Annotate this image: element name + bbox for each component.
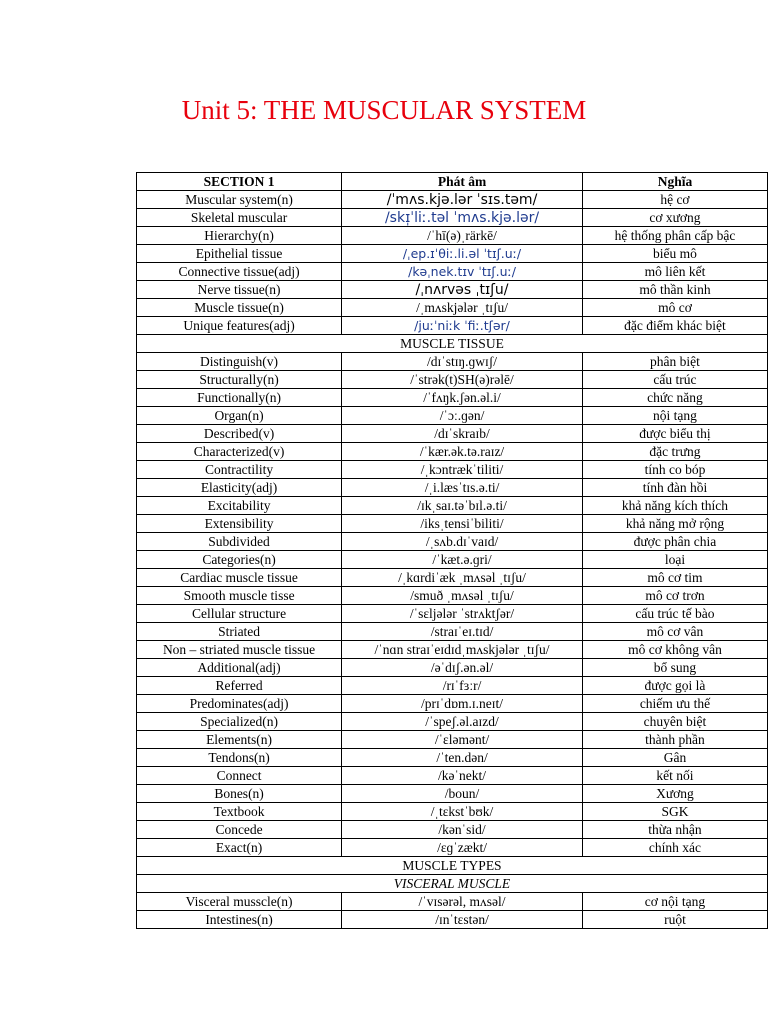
- table-row: [137, 479, 768, 497]
- table-row: [137, 677, 768, 695]
- pronunciation-cell: /ˌkɔntrækˈtiliti/: [342, 461, 583, 479]
- term-cell: Concede: [137, 821, 342, 839]
- pronunciation-cell: /ˈkæt.ə.ɡri/: [342, 551, 583, 569]
- table-row: [137, 425, 768, 443]
- meaning-cell: chức năng: [582, 389, 767, 407]
- meaning-cell: khả năng kích thích: [582, 497, 767, 515]
- term-cell: Intestines(n): [137, 911, 342, 929]
- table-row: [137, 461, 768, 479]
- table-row: [137, 731, 768, 749]
- meaning-cell: mô cơ tim: [582, 569, 767, 587]
- pronunciation-cell: /əˈdɪʃ.ən.əl/: [342, 659, 583, 677]
- term-cell: Elasticity(adj): [137, 479, 342, 497]
- meaning-cell: hệ thống phân cấp bậc: [582, 227, 767, 245]
- table-row: [137, 227, 768, 245]
- pronunciation-cell: /juːˈniːk ˈfiː.tʃər/: [342, 317, 583, 335]
- meaning-cell: mô thần kinh: [582, 281, 767, 299]
- term-cell: Contractility: [137, 461, 342, 479]
- table-row: [137, 749, 768, 767]
- table-row: [137, 839, 768, 857]
- table-row: [137, 209, 768, 227]
- meaning-cell: ruột: [582, 911, 767, 929]
- term-cell: Smooth muscle tisse: [137, 587, 342, 605]
- pronunciation-cell: /ˈfʌŋk.ʃən.əl.i/: [342, 389, 583, 407]
- table-row: [137, 821, 768, 839]
- table-header-row: [137, 173, 768, 191]
- pronunciation-cell: /ˈten.dən/: [342, 749, 583, 767]
- pronunciation-cell: /smuð ˌmʌsəl ˌtɪʃu/: [342, 587, 583, 605]
- meaning-cell: tính đàn hồi: [582, 479, 767, 497]
- meaning-cell: khả năng mở rộng: [582, 515, 767, 533]
- term-cell: Characterized(v): [137, 443, 342, 461]
- term-cell: Striated: [137, 623, 342, 641]
- page-title: Unit 5: THE MUSCULAR SYSTEM: [181, 95, 587, 125]
- meaning-cell: biểu mô: [582, 245, 767, 263]
- table-row: [137, 551, 768, 569]
- pronunciation-cell: /ˈmʌs.kjə.lər ˈsɪs.təm/: [342, 191, 583, 209]
- meaning-cell: SGK: [582, 803, 767, 821]
- term-cell: Textbook: [137, 803, 342, 821]
- meaning-cell: chiếm ưu thế: [582, 695, 767, 713]
- pronunciation-cell: /ɛɡˈzækt/: [342, 839, 583, 857]
- term-cell: Organ(n): [137, 407, 342, 425]
- table-body: [137, 191, 768, 929]
- pronunciation-cell: /ˈkær.ək.tə.raɪz/: [342, 443, 583, 461]
- term-cell: Bones(n): [137, 785, 342, 803]
- subsection-heading: VISCERAL MUSCLE: [137, 875, 768, 893]
- term-cell: Excitability: [137, 497, 342, 515]
- meaning-cell: Gân: [582, 749, 767, 767]
- term-cell: Exact(n): [137, 839, 342, 857]
- term-cell: Structurally(n): [137, 371, 342, 389]
- pronunciation-cell: /kəˌnek.tɪv ˈtɪʃ.uː/: [342, 263, 583, 281]
- pronunciation-cell: /ˈspeʃ.əl.aɪzd/: [342, 713, 583, 731]
- term-cell: Subdivided: [137, 533, 342, 551]
- meaning-cell: loại: [582, 551, 767, 569]
- table-row: [137, 893, 768, 911]
- table-row: [137, 767, 768, 785]
- meaning-cell: cấu trúc tế bào: [582, 605, 767, 623]
- pronunciation-cell: /prɪˈdɒm.ɪ.neɪt/: [342, 695, 583, 713]
- table-row: [137, 389, 768, 407]
- meaning-cell: được gọi là: [582, 677, 767, 695]
- meaning-cell: nội tạng: [582, 407, 767, 425]
- term-cell: Predominates(adj): [137, 695, 342, 713]
- table-row: [137, 533, 768, 551]
- header-pronunciation: Phát âm: [342, 173, 583, 191]
- meaning-cell: được biểu thị: [582, 425, 767, 443]
- table-row: [137, 803, 768, 821]
- term-cell: Muscular system(n): [137, 191, 342, 209]
- pronunciation-cell: /skɪ̩ˈliː.təl ˈmʌs.kjə.lər/: [342, 209, 583, 227]
- meaning-cell: bổ sung: [582, 659, 767, 677]
- term-cell: Non – striated muscle tissue: [137, 641, 342, 659]
- pronunciation-cell: /ˌmʌskjələr ˌtɪʃu/: [342, 299, 583, 317]
- table-row: [137, 587, 768, 605]
- pronunciation-cell: /kəˈnekt/: [342, 767, 583, 785]
- table-row: [137, 569, 768, 587]
- meaning-cell: đặc điểm khác biệt: [582, 317, 767, 335]
- table-row: [137, 911, 768, 929]
- meaning-cell: được phân chia: [582, 533, 767, 551]
- term-cell: Unique features(adj): [137, 317, 342, 335]
- section-heading: MUSCLE TISSUE: [137, 335, 768, 353]
- table-row: [137, 515, 768, 533]
- pronunciation-cell: /ˌtɛkstˈbʊk/: [342, 803, 583, 821]
- term-cell: Tendons(n): [137, 749, 342, 767]
- meaning-cell: cơ xương: [582, 209, 767, 227]
- term-cell: Cellular structure: [137, 605, 342, 623]
- table-row: [137, 317, 768, 335]
- pronunciation-cell: /ˌi.læsˈtɪs.ə.ti/: [342, 479, 583, 497]
- pronunciation-cell: /ˈsɛljələr ˈstrʌktʃər/: [342, 605, 583, 623]
- table-row: [137, 371, 768, 389]
- meaning-cell: Xương: [582, 785, 767, 803]
- pronunciation-cell: /ˈhī(ə)ˌrärkē/: [342, 227, 583, 245]
- table-row: [137, 443, 768, 461]
- term-cell: Described(v): [137, 425, 342, 443]
- term-cell: Epithelial tissue: [137, 245, 342, 263]
- table-row: [137, 353, 768, 371]
- pronunciation-cell: /iksˌtensiˈbiliti/: [342, 515, 583, 533]
- term-cell: Muscle tissue(n): [137, 299, 342, 317]
- subsection-heading-row: [137, 875, 768, 893]
- table-row: [137, 659, 768, 677]
- term-cell: Connective tissue(adj): [137, 263, 342, 281]
- header-term: SECTION 1: [137, 173, 342, 191]
- pronunciation-cell: /kənˈsid/: [342, 821, 583, 839]
- meaning-cell: tính co bóp: [582, 461, 767, 479]
- meaning-cell: cấu trúc: [582, 371, 767, 389]
- term-cell: Nerve tissue(n): [137, 281, 342, 299]
- term-cell: Extensibility: [137, 515, 342, 533]
- meaning-cell: mô cơ trơn: [582, 587, 767, 605]
- term-cell: Referred: [137, 677, 342, 695]
- meaning-cell: thừa nhận: [582, 821, 767, 839]
- meaning-cell: kết nối: [582, 767, 767, 785]
- table-row: [137, 605, 768, 623]
- section-heading-row: [137, 857, 768, 875]
- table-row: [137, 407, 768, 425]
- vocabulary-table: [136, 172, 768, 929]
- pronunciation-cell: /ɪnˈtɛstən/: [342, 911, 583, 929]
- pronunciation-cell: /ˌkɑrdiˈæk ˌmʌsəl ˌtɪʃu/: [342, 569, 583, 587]
- term-cell: Elements(n): [137, 731, 342, 749]
- table-row: [137, 299, 768, 317]
- section-heading: MUSCLE TYPES: [137, 857, 768, 875]
- table-row: [137, 713, 768, 731]
- pronunciation-cell: /ˌsʌb.dɪˈvaɪd/: [342, 533, 583, 551]
- meaning-cell: hệ cơ: [582, 191, 767, 209]
- meaning-cell: mô cơ không vân: [582, 641, 767, 659]
- term-cell: Cardiac muscle tissue: [137, 569, 342, 587]
- term-cell: Visceral musscle(n): [137, 893, 342, 911]
- term-cell: Functionally(n): [137, 389, 342, 407]
- term-cell: Distinguish(v): [137, 353, 342, 371]
- meaning-cell: chuyên biệt: [582, 713, 767, 731]
- table-row: [137, 263, 768, 281]
- meaning-cell: thành phần: [582, 731, 767, 749]
- table-row: [137, 623, 768, 641]
- pronunciation-cell: /ˈnɑn straɪˈeɪdɪdˌmʌskjələr ˌtɪʃu/: [342, 641, 583, 659]
- table-row: [137, 695, 768, 713]
- pronunciation-cell: /ˈvɪsərəl, mʌsəl/: [342, 893, 583, 911]
- pronunciation-cell: /ˈɛləmənt/: [342, 731, 583, 749]
- meaning-cell: mô cơ vân: [582, 623, 767, 641]
- meaning-cell: mô cơ: [582, 299, 767, 317]
- meaning-cell: cơ nội tạng: [582, 893, 767, 911]
- table-row: [137, 245, 768, 263]
- pronunciation-cell: /dɪˈskraɪb/: [342, 425, 583, 443]
- section-heading-row: [137, 335, 768, 353]
- term-cell: Hierarchy(n): [137, 227, 342, 245]
- table-row: [137, 785, 768, 803]
- term-cell: Specialized(n): [137, 713, 342, 731]
- pronunciation-cell: /ˈstrək(t)SH(ə)rəlē/: [342, 371, 583, 389]
- table-row: [137, 641, 768, 659]
- pronunciation-cell: /straɪˈeɪ.tɪd/: [342, 623, 583, 641]
- meaning-cell: đặc trưng: [582, 443, 767, 461]
- pronunciation-cell: /rɪˈfɜːr/: [342, 677, 583, 695]
- pronunciation-cell: /ˈɔː.ɡən/: [342, 407, 583, 425]
- term-cell: Skeletal muscular: [137, 209, 342, 227]
- pronunciation-cell: /ɪkˌsaɪ.təˈbɪl.ə.ti/: [342, 497, 583, 515]
- term-cell: Connect: [137, 767, 342, 785]
- pronunciation-cell: /ˌnʌrvəs ˌtɪʃu/: [342, 281, 583, 299]
- meaning-cell: phân biệt: [582, 353, 767, 371]
- meaning-cell: mô liên kết: [582, 263, 767, 281]
- table-row: [137, 281, 768, 299]
- pronunciation-cell: /boun/: [342, 785, 583, 803]
- meaning-cell: chính xác: [582, 839, 767, 857]
- pronunciation-cell: /dɪˈstɪŋ.ɡwɪʃ/: [342, 353, 583, 371]
- table-row: [137, 191, 768, 209]
- pronunciation-cell: /ˌep.ɪˈθiː.li.əl ˈtɪʃ.uː/: [342, 245, 583, 263]
- table-row: [137, 497, 768, 515]
- header-meaning: Nghĩa: [582, 173, 767, 191]
- term-cell: Additional(adj): [137, 659, 342, 677]
- term-cell: Categories(n): [137, 551, 342, 569]
